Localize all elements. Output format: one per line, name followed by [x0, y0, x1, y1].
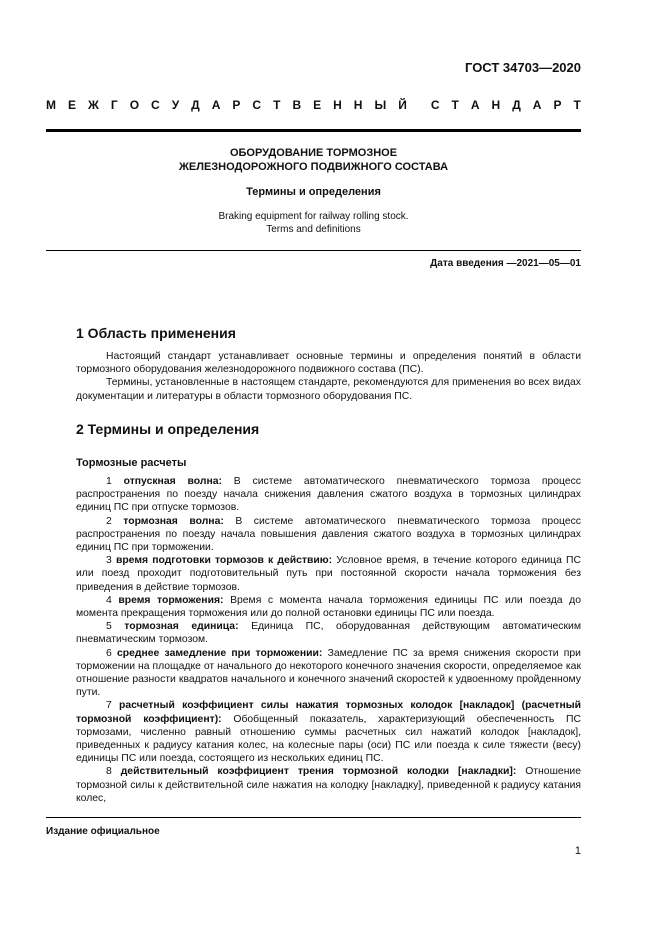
banner-letter: М — [46, 98, 56, 112]
header-rule — [46, 129, 581, 132]
banner-letter: Р — [232, 98, 241, 112]
term-definition: Отношение тормозной силы к действительной силе нажатия на колодку [накладку], приведенной к радиусу катания колес, — [76, 766, 582, 804]
banner-letter: Н — [353, 98, 363, 112]
term-number: 6 — [106, 647, 112, 659]
term-entry — [76, 699, 581, 765]
term-name: расчетный коэффициент силы нажатия тормозных колодок [накладок] (расчетный тормозной коэффициент): — [76, 700, 581, 725]
banner-letter: А — [470, 98, 480, 112]
term-name: время торможения: — [118, 594, 224, 606]
document-subtitle: Термины и определения — [246, 186, 381, 198]
term-number: 5 — [106, 621, 112, 633]
term-definition: Замедление ПС за время снижения скорости при торможении на площадке от начального до некоторого конечного значения скорости, определяемое как отношение разности квадратов начального и конечного значений скоростей к удвоенному пройденному пути. — [76, 647, 581, 699]
term-definition: Условное время, в течение которого единица ПС или поезд проходит подготовительный путь при постоянной скорости начала торможения без приведения в действие тормозов. — [76, 555, 582, 593]
banner-letter: Г — [110, 98, 118, 112]
term-name: действительный коэффициент трения тормозной колодки [накладки]: — [120, 766, 517, 778]
term-number: 7 — [106, 700, 112, 712]
banner-letter: Д — [191, 98, 200, 112]
banner-letter: Е — [313, 98, 322, 112]
term-entry — [76, 554, 581, 594]
banner-letter: Н — [333, 98, 342, 112]
term-number: 3 — [106, 555, 112, 567]
banner-letter: У — [171, 98, 180, 112]
term-entry — [76, 620, 581, 646]
title-rule — [46, 250, 581, 251]
official-edition-label: Издание официальное — [46, 826, 160, 837]
term-definition: В системе автоматического пневматического тормоза процесс распространения по поезду начала повышения давления сжатого воздуха в тормозных цилиндрах единиц ПС при торможении. — [76, 515, 581, 554]
section-1-body — [76, 350, 581, 403]
title-line-2: ЖЕЛЕЗНОДОРОЖНОГО ПОДВИЖНОГО СОСТАВА — [178, 161, 449, 173]
banner-letter: А — [532, 98, 542, 112]
banner-letter: Й — [398, 98, 407, 112]
term-number: 4 — [106, 594, 112, 606]
banner-letter: Ы — [374, 98, 387, 112]
banner-letter: С — [430, 98, 440, 112]
banner-letter: Н — [491, 98, 501, 112]
banner-letter: С — [252, 98, 262, 112]
term-name: тормозная единица: — [124, 621, 239, 633]
term-definition: Обобщенный показатель, характеризующий обеспеченность ПС тормозами, численно равный отношению суммы расчетных сил нажатий колодок [накладок], приведенных к радиусу катания колес, на колесные пары (оси) ПС или поезда к силе тяжести (весу) единицы ПС или поезда, состоящего из нескольких единиц ПС. — [76, 713, 581, 765]
interstate-standard-banner — [46, 98, 581, 112]
banner-letter: В — [292, 98, 302, 112]
term-definition: В системе автоматического пневматического тормоза процесс распространения по поезду начала снижения давления сжатого воздуха в тормозных цилиндрах единиц ПС при отпуске тормозов. — [76, 476, 582, 514]
term-number: 8 — [106, 766, 112, 778]
term-entry — [76, 515, 581, 555]
banner-letter: Т — [451, 98, 459, 112]
term-name: среднее замедление при торможении: — [117, 647, 323, 659]
term-entry — [76, 594, 581, 620]
title-line-1: ОБОРУДОВАНИЕ ТОРМОЗНОЕ — [229, 147, 398, 159]
page-number: 1 — [574, 845, 581, 857]
banner-letter: Т — [273, 98, 281, 112]
section-1-heading: 1 Область применения — [76, 325, 236, 341]
section-1-paragraph-2: Термины, установленные в настоящем стандарте, рекомендуются для применения во всех видах документации и литературы в области тормозного оборудования ПС. — [76, 377, 581, 402]
footer-rule — [46, 817, 581, 818]
terms-list — [76, 475, 581, 805]
term-entry — [76, 647, 581, 700]
banner-letter: Ж — [88, 98, 99, 112]
term-entry — [76, 475, 581, 515]
term-name: время подготовки тормозов к действию: — [115, 555, 333, 567]
english-title-line-1: Braking equipment for railway rolling stock. — [218, 211, 409, 222]
document-number: ГОСТ 34703—2020 — [465, 60, 581, 75]
banner-letter: Р — [553, 98, 562, 112]
term-number: 1 — [106, 476, 112, 487]
section-2-heading: 2 Термины и определения — [76, 421, 260, 437]
term-definition: Единица ПС, оборудованная действующим автоматическим пневматическим тормозом. — [76, 621, 581, 646]
term-name: отпускная волна: — [123, 476, 222, 487]
term-definition: Время с момента начала торможения единицы ПС или поезда до момента прекращения торможения или до полной остановки единицы ПС или поезда. — [76, 594, 581, 620]
banner-letter: А — [211, 98, 221, 112]
term-entry — [76, 765, 581, 805]
banner-letter: Д — [512, 98, 521, 112]
banner-letter: С — [151, 98, 160, 112]
banner-letter: О — [129, 98, 140, 112]
section-1-paragraph-1: Настоящий стандарт устанавливает основные термины и определения понятий в области тормозного оборудования железнодорожного подвижного состава (ПС). — [76, 351, 581, 376]
banner-letter: Т — [573, 98, 581, 112]
english-title-line-2: Terms and definitions — [266, 224, 361, 235]
introduction-date: Дата введения —2021—05—01 — [430, 258, 581, 269]
term-number: 2 — [106, 515, 112, 527]
term-name: тормозная волна: — [123, 515, 224, 527]
banner-letter: Е — [68, 98, 77, 112]
subsection-heading: Тормозные расчеты — [76, 457, 187, 469]
